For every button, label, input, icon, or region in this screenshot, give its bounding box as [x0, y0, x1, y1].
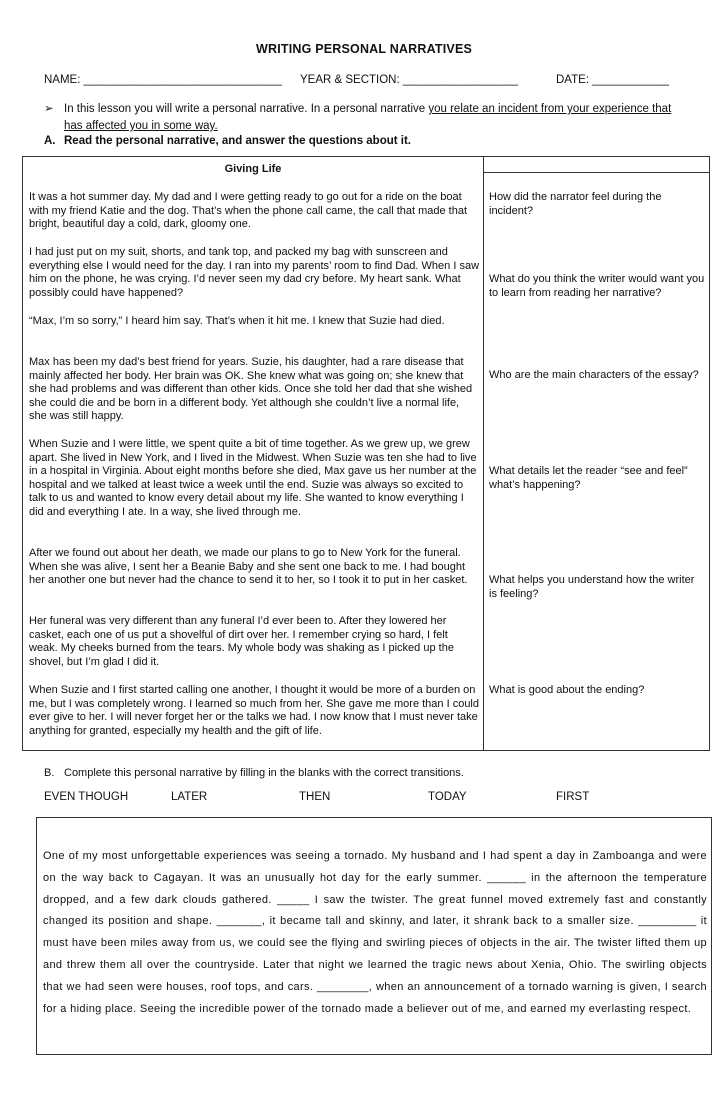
question-item: What is good about the ending?	[489, 684, 645, 696]
intro-text-plain: In this lesson you will write a personal narrative. In a personal narrative	[64, 103, 429, 115]
intro-text-underlined: you relate an incident from your experience that has affected you in some way.	[64, 103, 672, 132]
word-bank-item: EVEN THOUGH	[44, 791, 129, 803]
story-paragraph: Max has been my dad’s best friend for years. Suzie, his daughter, had a rare disease that mainly affected her body. Her brain was OK. She knew what was going on; she knew that she had problems and was different than other kids. Once she told her dad that she wished she could die and be born in a different body. Yet although she couldn’t live a normal life, she was still happy.	[29, 356, 473, 423]
question-item: What details let the reader “see and feel” what’s happening?	[489, 465, 688, 491]
word-bank-item: LATER	[171, 791, 208, 803]
section-a-heading	[44, 135, 411, 147]
section-b-instruction: Complete this personal narrative by filling in the blanks with the correct transitions.	[64, 767, 464, 779]
fill-in-narrative-box	[36, 817, 712, 1055]
story-paragraph: Her funeral was very different than any funeral I’d ever been to. After they lowered her casket, each one of us put a shovelful of dirt over her. I remember crying so hard, I felt weak. My cheeks burned from the tears. My whole body was shaking as I picked up the shovel, but I’m glad I did it.	[29, 615, 454, 668]
question-item: How did the narrator feel during the incident?	[489, 191, 662, 217]
section-b-heading	[44, 767, 464, 779]
question-item: What helps you understand how the writer is feeling?	[489, 574, 695, 600]
fill-in-narrative-text[interactable]: One of my most unforgettable experiences was seeing a tornado. My husband and I had spent a day in Zamboanga and were on the way back to Cagayan. It was an unusually hot day for the early summer. ______ in the afternoon the temperature dropped, and a few dark clouds gathered. _____ I saw the twister. The great funnel moved extremely fast and constantly changed its position and shape. _______, it became tall and skinny, and later, it shrank back to a smaller size. _________ it must have been miles away from us, we could see the flying and swirling pieces of objects in the air. The twister lifted them up and threw them all over the countryside. Later that night we learned the tragic news about Xenia, Ohio. The swirling objects that we had seen were houses, roof tops, and cars. ________, when an announcement of a tornado warning is given, I search for a hiding place. Seeing the incredible power of the tornado made a believer out of me, and earned my everlasting respect.	[43, 850, 707, 1015]
story-paragraph: I had just put on my suit, shorts, and tank top, and packed my bag with sunscreen and everything else I would need for the day. I ran into my parents’ room to find Dad. When I saw him on the phone, he was crying. I’d never seen my dad cry before. My heart sank. What possibly could have happened?	[29, 246, 480, 299]
section-b-label: B.	[44, 767, 55, 779]
story-paragraph: When Suzie and I were little, we spent quite a bit of time together. As we grew up, we grew apart. She lived in New York, and I lived in the Midwest. When Suzie was ten she had to live in a hospital in Virginia. About eight months before she died, Max gave us her number at the hospital and we talked at least twice a week until the end. Suzie was always so excited to talk to us and wanted to know every detail about my life. She wanted to know everything I did and everything I ate. In a way, she lived through me.	[29, 438, 477, 518]
column-divider	[483, 157, 484, 750]
question-item: Who are the main characters of the essay?	[489, 369, 699, 381]
intro-text	[64, 101, 684, 135]
word-bank-item: THEN	[299, 791, 331, 803]
header-rule	[483, 172, 709, 173]
section-a-instruction: Read the personal narrative, and answer the questions about it.	[64, 135, 411, 147]
word-bank-item: FIRST	[556, 791, 590, 803]
story-paragraph: “Max, I’m so sorry,” I heard him say. That’s when it hit me. I knew that Suzie had died.	[29, 315, 445, 327]
year-section-field[interactable]: YEAR & SECTION: __________________	[300, 74, 519, 86]
date-field[interactable]: DATE: ____________	[556, 74, 669, 86]
arrow-bullet-icon: ➢	[44, 103, 54, 115]
story-paragraph: It was a hot summer day. My dad and I were getting ready to go out for a ride on the boat with my friend Katie and the dog. That’s when the phone call came, the call that made that bright, beautiful day a cold, dark, gloomy one.	[29, 191, 468, 231]
word-bank-item: TODAY	[428, 791, 467, 803]
story-question-table	[22, 156, 710, 751]
story-paragraph: When Suzie and I first started calling one another, I thought it would be more of a burden on me, but I was completely wrong. I learned so much from her. She gave me more than I could ever give to her. I will never forget her or the talks we had. I now know that I must never take anything for granted, especially my health and the gift of life.	[29, 684, 479, 737]
question-item: What do you think the writer would want you to learn from reading her narrative?	[489, 273, 705, 299]
story-paragraph: After we found out about her death, we made our plans to go to New York for the funeral. When she was alive, I sent her a Beanie Baby and she sent one back to me. I had bought her another one but never had the chance to send it to her, so I took it to put in her casket.	[29, 547, 468, 587]
page-title: WRITING PERSONAL NARRATIVES	[255, 42, 473, 56]
name-field[interactable]: NAME: _______________________________	[44, 74, 282, 86]
section-a-label: A.	[44, 135, 56, 147]
story-title: Giving Life	[224, 163, 282, 175]
